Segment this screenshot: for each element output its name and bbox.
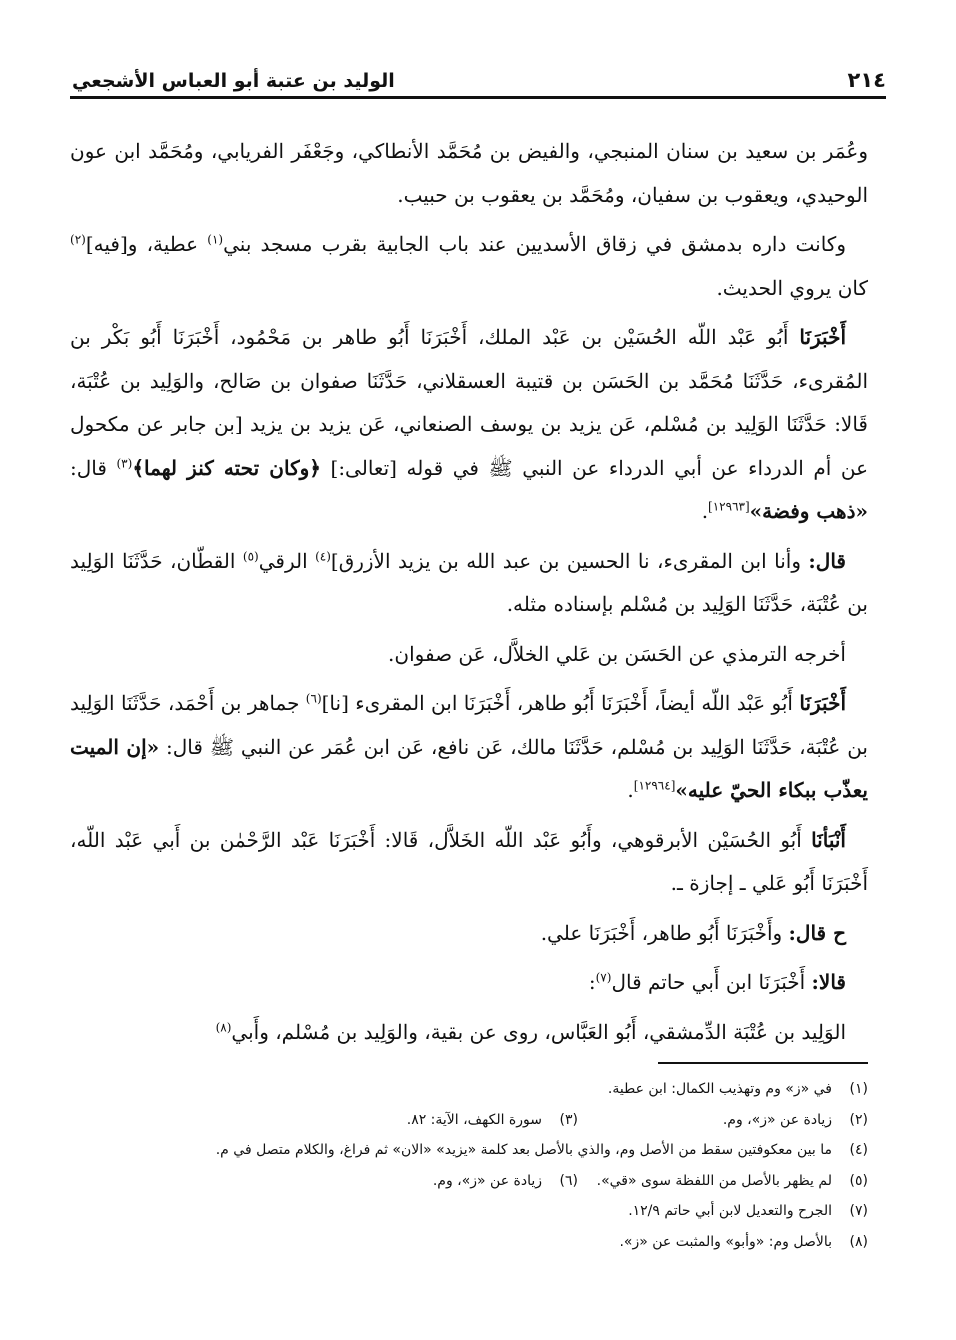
footnote-row-2 [98,1105,868,1136]
p3-lead: أَخْبَرَنَا [799,325,846,349]
footnote-2-text: زيادة عن «ز»، وم. [722,1111,832,1128]
p6-text-a: أَبُو عَبْد اللّه أيضاً، أَخْبَرَنَا أَبُو طاهر، أَخْبَرَنَا ابن المقرىء [نا] [321,691,800,715]
p6-end: . [627,778,634,802]
running-title: الوليد بن عتبة أبو العباس الأشجعي [72,70,395,92]
paragraph-9 [70,961,868,1005]
footnote-6-text: زيادة عن «ز»، وم. [432,1172,542,1189]
footnote-8-text: بالأصل وم: «وأبو» والمثبت عن «ز». [619,1233,832,1250]
footnote-4 [216,1135,868,1166]
hadith-text-1: «ذهب وفضة» [749,499,868,523]
p10-text-a: الوَلِيد بن عُتْبَة الدِّمشقي، أَبُو العَبَّاس، روى عن بقية، والوَلِيد بن مُسْلم، وأَبي [231,1019,846,1044]
p2-text-b: عطية، و[فيه] [85,232,208,256]
footnote-ref-1[interactable]: (١) [207,232,224,247]
footnote-5-text: لم يظهر بالأصل من اللفظة سوى «قي». [596,1172,832,1189]
p7-text-a: أَبُو الحُسَيْن الأبرقوهي، وأَبُو عَبْد اللّه الخَلاَّل، قَالا: أَخْبَرَنَا عَبْد الرَّحْمٰن بن أَبي عَبْد اللّه، أَخْبَرَنَا أَبُو عَلي ـ إجازة ـ. [70,827,868,895]
p9-end: : [588,970,596,994]
p5-text: أخرجه الترمذي عن الحَسَن بن عَلي الخلاَّل، عَن صفوان. [388,641,846,666]
footnotes [98,1074,868,1257]
footnote-7-number: (٧) [849,1203,868,1219]
p8-lead: ح قال: [788,920,846,945]
p4-lead: قال: [808,548,846,573]
footnote-8-number: (٨) [849,1233,868,1250]
footnote-1-number: (١) [849,1081,868,1097]
footnote-ref-8[interactable]: (٨) [215,1019,232,1034]
p6-lead: أَخْبَرَنَا [799,691,846,715]
footnote-6 [433,1166,578,1197]
footnote-ref-2[interactable]: (٢) [70,232,86,247]
p2-text-a: وكانت داره بدمشق في زقاق الأسديين عند باب الجابية بقرب مسجد بني [223,232,846,256]
p7-lead: أَنْبَأنَا [811,827,846,852]
p2-text-c: كان يروي الحديث. [716,275,868,300]
p4-text-c: القطّان، حَدَّثَنَا الوَلِيد بن عُتْبَة، حَدَّثَنَا الوَلِيد بن مُسْلم بإسناده مثله. [70,548,868,616]
footnote-5 [578,1166,868,1197]
p3-text-a: أَبُو عَبْد اللّه الحُسَيْن بن عَبْد الملك، أَخْبَرَنَا أَبُو طاهر بن مَحْمُود، أَخْبَرَنَا أَبُو بَكْر بن المُقرىء، حَدَّثَنَا مُحَمَّد بن الحَسَن بن قتيبة العسقلاني، حَدَّثَنَا صفوان بن صَالح، والوَلِيد بن عُتْبَة، قَالا: حَدَّثَنَا الوَلِيد بن مُسْلم، عَن يزيد بن يوسف الصنعاني، عَن يزيد بن يزيد [بن جابر عن مكحول عن أم الدرداء عن أبي الدرداء عن النبي ﷺ في قوله [تعالى:] [70,325,869,480]
paragraph-1-text: وعُمَر بن سعيد بن سنان المنبجي، والفيض بن مُحَمَّد الأنطاكي، وجَعْفَر الفريابي، ومُحَمَّد ابن عون الوحيدي، ويعقوب بن سفيان، ومُحَمَّد بن يعقوب بن حبيب. [70,139,868,207]
footnote-row-6 [98,1227,868,1258]
footnote-ref-7[interactable]: (٧) [595,970,612,985]
paragraph-5 [70,633,868,677]
footnote-ref-3[interactable]: (٣) [116,455,133,470]
footnote-1 [608,1074,868,1105]
hadith-ref-number-2: [١٢٩٦٤] [633,778,676,793]
paragraph-2 [70,223,868,310]
footnote-6-number: (٦) [559,1172,578,1189]
footnote-row-1 [98,1074,868,1105]
p4-text-b: الرقي [258,548,316,573]
page-number: ٢١٤ [847,68,886,92]
footnote-3 [407,1105,578,1136]
p8-text-a: وأَخْبَرَنَا أَبُو طاهر، أَخْبَرَنَا علي. [540,920,789,945]
p3-end: . [701,499,709,523]
footnote-2 [578,1105,868,1136]
p9-text-a: أَخْبَرَنَا ابن أَبي حاتم قال [611,970,812,994]
footnote-rule [658,1062,868,1064]
p3-text-b: قال: [70,455,117,480]
paragraph-10 [70,1011,868,1055]
p9-lead: قالا: [811,970,846,994]
paragraph-1 [70,130,868,217]
footnote-ref-6[interactable]: (٦) [305,691,322,706]
footnote-ref-4[interactable]: (٤) [315,548,331,563]
footnote-5-number: (٥) [849,1172,868,1189]
paragraph-3 [70,316,868,534]
footnote-row-4 [98,1166,868,1197]
footnote-7-text: الجرح والتعديل لابن أبي حاتم ١٢/٩. [628,1203,832,1219]
p4-text-a: وأنا ابن المقرىء، نا الحسين بن عبد الله بن يزيد الأزرق] [330,548,809,573]
paragraph-6 [70,682,868,813]
footnote-3-text: سورة الكهف، الآية: ٨٢. [406,1111,542,1128]
page-header [72,58,886,92]
footnote-ref-5[interactable]: (٥) [242,548,259,563]
footnote-row-3 [98,1135,868,1166]
paragraph-4 [70,540,868,627]
footnote-8 [619,1227,868,1258]
p6-text-b: جماهر بن أَحْمَد، حَدَّثَنَا الوَلِيد بن عُتْبَة، حَدَّثَنَا الوَلِيد بن مُسْلم، حَدَّثَنَا مالك، عَن نافع، عَن ابن عُمَر عن النبي ﷺ قال: [70,691,868,759]
footnote-3-number: (٣) [559,1111,578,1128]
hadith-text-2: «إن الميت يعذّب ببكاء الحيّ عليه» [70,734,868,802]
footnote-4-number: (٤) [849,1142,868,1158]
footnote-2-number: (٢) [849,1111,868,1128]
paragraph-7 [70,819,868,906]
body-text [70,130,868,1060]
footnote-1-text: في «ز» وم وتهذيب الكمال: ابن عطية. [607,1081,832,1097]
footnote-row-5 [98,1196,868,1227]
paragraph-8 [70,912,868,956]
header-rule [70,96,886,99]
quran-quote: ﴿وكان تحته كنز لهما﴾ [132,455,321,480]
footnote-7 [628,1196,868,1227]
hadith-ref-number-1: [١٢٩٦٣] [708,499,750,514]
footnote-4-text: ما بين معكوفتين سقط من الأصل وم، والذي بالأصل بعد كلمة «يزيد» «الان» ثم فراغ، والكلام متصل في م. [215,1142,832,1158]
